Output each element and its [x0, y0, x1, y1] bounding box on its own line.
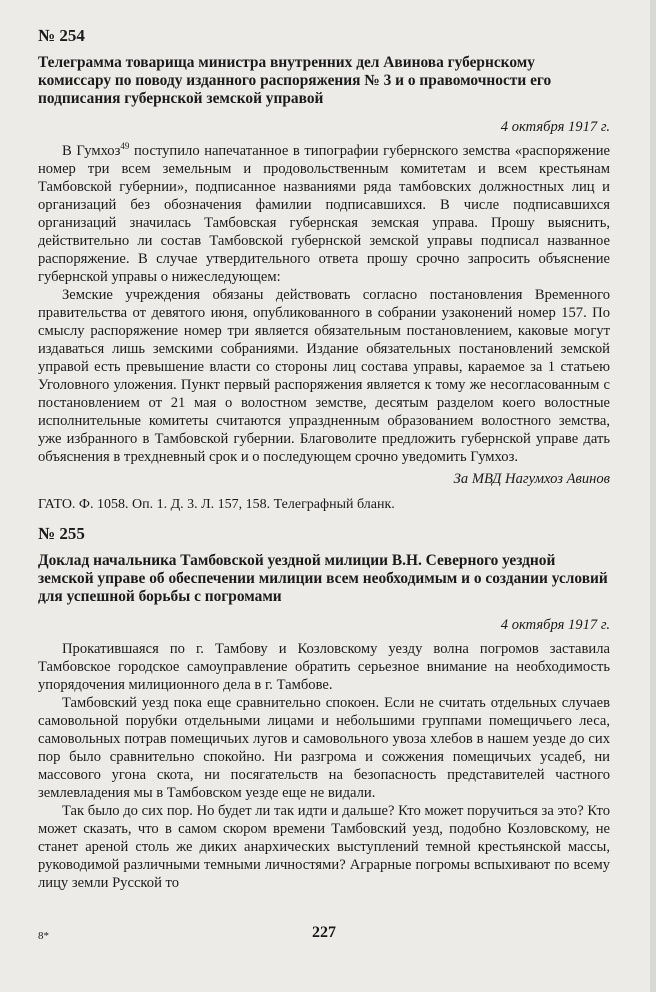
paragraph: Земские учреждения обязаны действовать согласно постановления Временного правительства от девятого июня, опубликованного в собрании узаконений номер 157. По смыслу распоряжение номер три является обязательным постановлением, каковые могут издаваться лишь земскими собраниями. Издание обязательных постановлений земской управой есть превышение власти со стороны лиц состава управы, караемое за 1 статьею Уголовного уложения. Пункт первый распоряжения является к тому же несогласованным с постановлением от 21 мая о волостном земстве, десятым разделом коего волостные исполнительные комитеты считаются упраздненным образованием волостного земства, уже избранного в Тамбовской губернии. Благоволите предложить губернской управе дать объяснения в трехдневный срок и о последующем срочно уведомить Гумхоз. [38, 287, 610, 465]
printer-signature-mark: 8* [38, 930, 49, 942]
page-footer [38, 924, 610, 948]
document-date: 4 октября 1917 г. [500, 617, 610, 633]
document-number: № 255 [38, 524, 85, 543]
document-title: Телеграмма товарища министра внутренних дел Авинова губернскому комиссару по поводу изданного распоряжения № 3 и о правомочности его подписания губернской земской управой [38, 54, 552, 107]
document-date: 4 октября 1917 г. [500, 119, 610, 135]
adjacent-page-edge [650, 0, 656, 992]
document-255 [38, 524, 610, 892]
document-title: Доклад начальника Тамбовской уездной милиции В.Н. Северного уездной земской управе об обеспечении милиции всем необходимым и о создании условий для успешной борьбы с погромами [38, 552, 608, 605]
signature: За МВД Нагумхоз Авинов [453, 471, 610, 487]
paragraph [38, 142, 610, 286]
paragraph-text: В Гумхоз [62, 143, 121, 159]
document-number: № 254 [38, 26, 85, 45]
paragraph: Прокатившаяся по г. Тамбову и Козловскому уезду волна погромов заставила Тамбовское городское самоуправление обратить серьезное внимание на необходимость упорядочения милиционного дела в г. Тамбове. [38, 641, 610, 693]
document-254 [38, 26, 610, 514]
page-number: 227 [312, 924, 336, 941]
archive-source: ГАТО. Ф. 1058. Оп. 1. Д. 3. Л. 157, 158. Телеграфный бланк. [38, 497, 395, 512]
paragraph-text: поступило напечатанное в типографии губернского земства «распоряжение номер три всем земельным и продовольственным комитетам и всем крестьянам Тамбовской губернии», подписанное названиями ряда тамбовских должностных лиц и организаций без обозначения фамилии подписавшихся. В числе подписавшихся организаций значилась Тамбовская губернская земская управа. Прошу выяснить, действительно ли состав Тамбовской губернской земской управы подписал названное распоряжение. В случае утвердительного ответа прошу срочно запросить объяснение губернской управы о нижеследующем: [38, 143, 610, 285]
paragraph: Так было до сих пор. Но будет ли так идти и дальше? Кто может поручиться за это? Кто может сказать, что в самом скором времени Тамбовский уезд, подобно Козловскому, не станет ареной столь же диких анархических выступлений темной крестьянской массы, руководимой различными темными личностями? Аграрные погромы вспыхивают по всему лицу земли Русской то [38, 803, 610, 891]
footnote-ref: 49 [120, 141, 130, 152]
paragraph: Тамбовский уезд пока еще сравнительно спокоен. Если не считать отдельных случаев самовольной порубки отдельными лицами и небольшими группами помещичьего леса, самовольных потрав помещичьих лугов и самовольного увоза хлебов в нашем уезде до сих пор было сравнительно спокойно. Ни разгрома и сожжения помещичьих усадеб, ни массового угона скота, ни посягательств на безопасность представителей частного землевладения мы в Тамбовском уезде еще не видали. [38, 695, 610, 801]
